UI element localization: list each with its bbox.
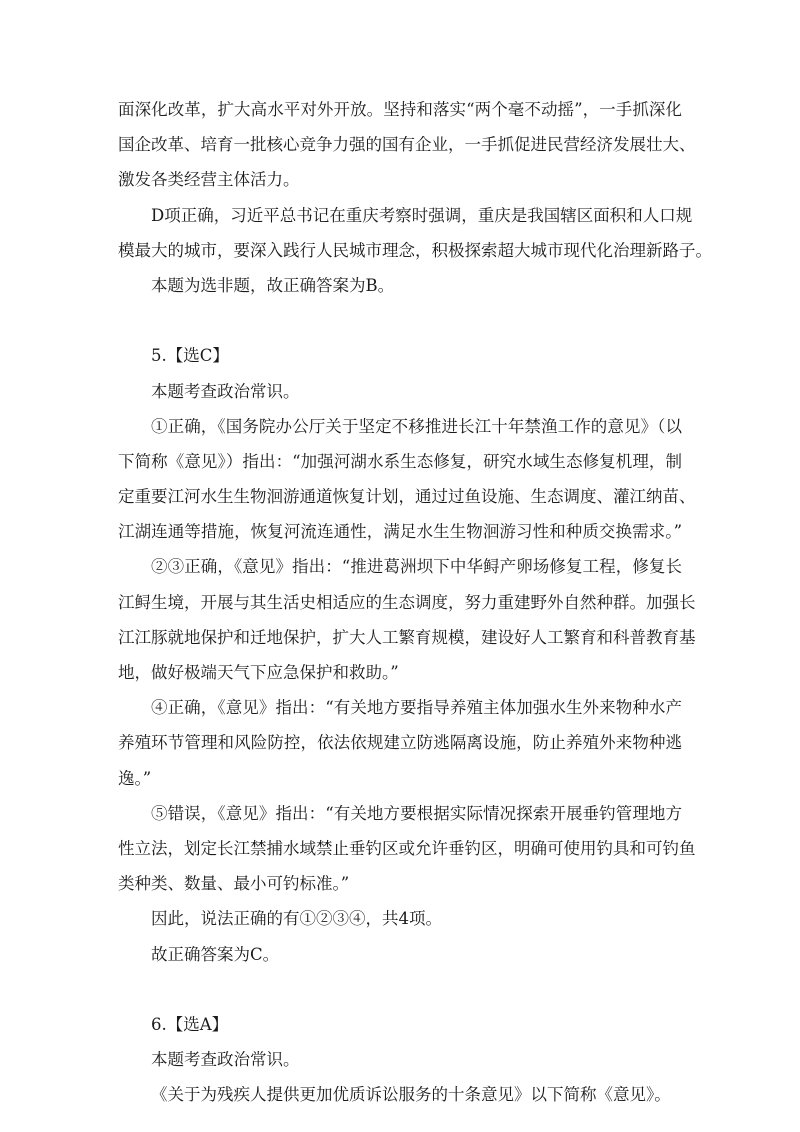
document-page: [118, 92, 712, 1112]
text-line: ②③正确，《意见》指出：“推进葛洲坝下中华鲟产卵场修复工程，修复长: [151, 557, 682, 577]
paragraph-gap: [118, 303, 682, 338]
text-line: 江鲟生境，开展与其生活史相适应的生态调度，努力重建野外自然种群。加强长: [118, 592, 696, 612]
text-line: ④正确，《意见》指出：“有关地方要指导养殖主体加强水生外来物种水产: [151, 698, 682, 718]
text-line: 地，做好极端天气下应急保护和救助。”: [118, 663, 399, 682]
text-line: 《关于为残疾人提供更加优质诉讼服务的十条意见》以下简称《意见》。: [151, 1085, 671, 1105]
text-line: ⑤错误，《意见》指出：“有关地方要根据实际情况探索开展垂钓管理地方: [151, 803, 682, 823]
text-line: 本题考查政治常识。: [151, 381, 300, 401]
text-line: 类种类、数量、最小可钓标准。”: [118, 874, 350, 894]
text-line: 模最大的城市，要深入践行人民城市理念，积极探索超大城市现代化治理新路子。: [118, 240, 712, 260]
text-line: 养殖环节管理和风险防控，依法依规建立防逃隔离设施，防止养殖外来物种逃: [118, 733, 682, 753]
text-line: 江江豚就地保护和迁地保护，扩大人工繁育规模，建设好人工繁育和科普教育基: [118, 627, 696, 647]
text-line: 下简称《意见》）指出：“加强河湖水系生态修复，研究水域生态修复机理，制: [118, 451, 682, 471]
text-line: D项正确，习近平总书记在重庆考察时强调，重庆是我国辖区面积和人口规: [151, 205, 693, 225]
text-line: ①正确，《国务院办公厅关于坚定不移推进长江十年禁渔工作的意见》（以: [151, 416, 682, 436]
text-line: 故正确答案为C。: [151, 944, 280, 964]
text-line: 面深化改革，扩大高水平对外开放。坚持和落实“两个毫不动摇”，一手抓深化: [118, 100, 682, 119]
text-line: 逸。”: [118, 768, 152, 788]
text-line: 江湖连通等措施，恢复河流连通性，满足水生生物洄游习性和种质交换需求。”: [118, 522, 682, 542]
text-line: 本题为选非题，故正确答案为B。: [151, 275, 395, 295]
text-line: 因此，说法正确的有①②③④，共4项。: [151, 909, 442, 929]
text-line: 激发各类经营主体活力。: [118, 170, 300, 190]
text-line: 5.【选C】: [151, 346, 229, 366]
text-line: 本题考查政治常识。: [151, 1050, 300, 1070]
text-line: 性立法，划定长江禁捕水域禁止垂钓区或允许垂钓区，明确可使用钓具和可钓鱼: [118, 838, 696, 858]
text-line: 6.【选A】: [151, 1014, 229, 1034]
text-line: 国企改革、培育一批核心竞争力强的国有企业，一手抓促进民营经济发展壮大、: [118, 135, 696, 155]
text-line: 定重要江河水生生物洄游通道恢复计划，通过过鱼设施、生态调度、灌江纳苗、: [118, 487, 696, 507]
paragraph-gap: [118, 972, 682, 1007]
